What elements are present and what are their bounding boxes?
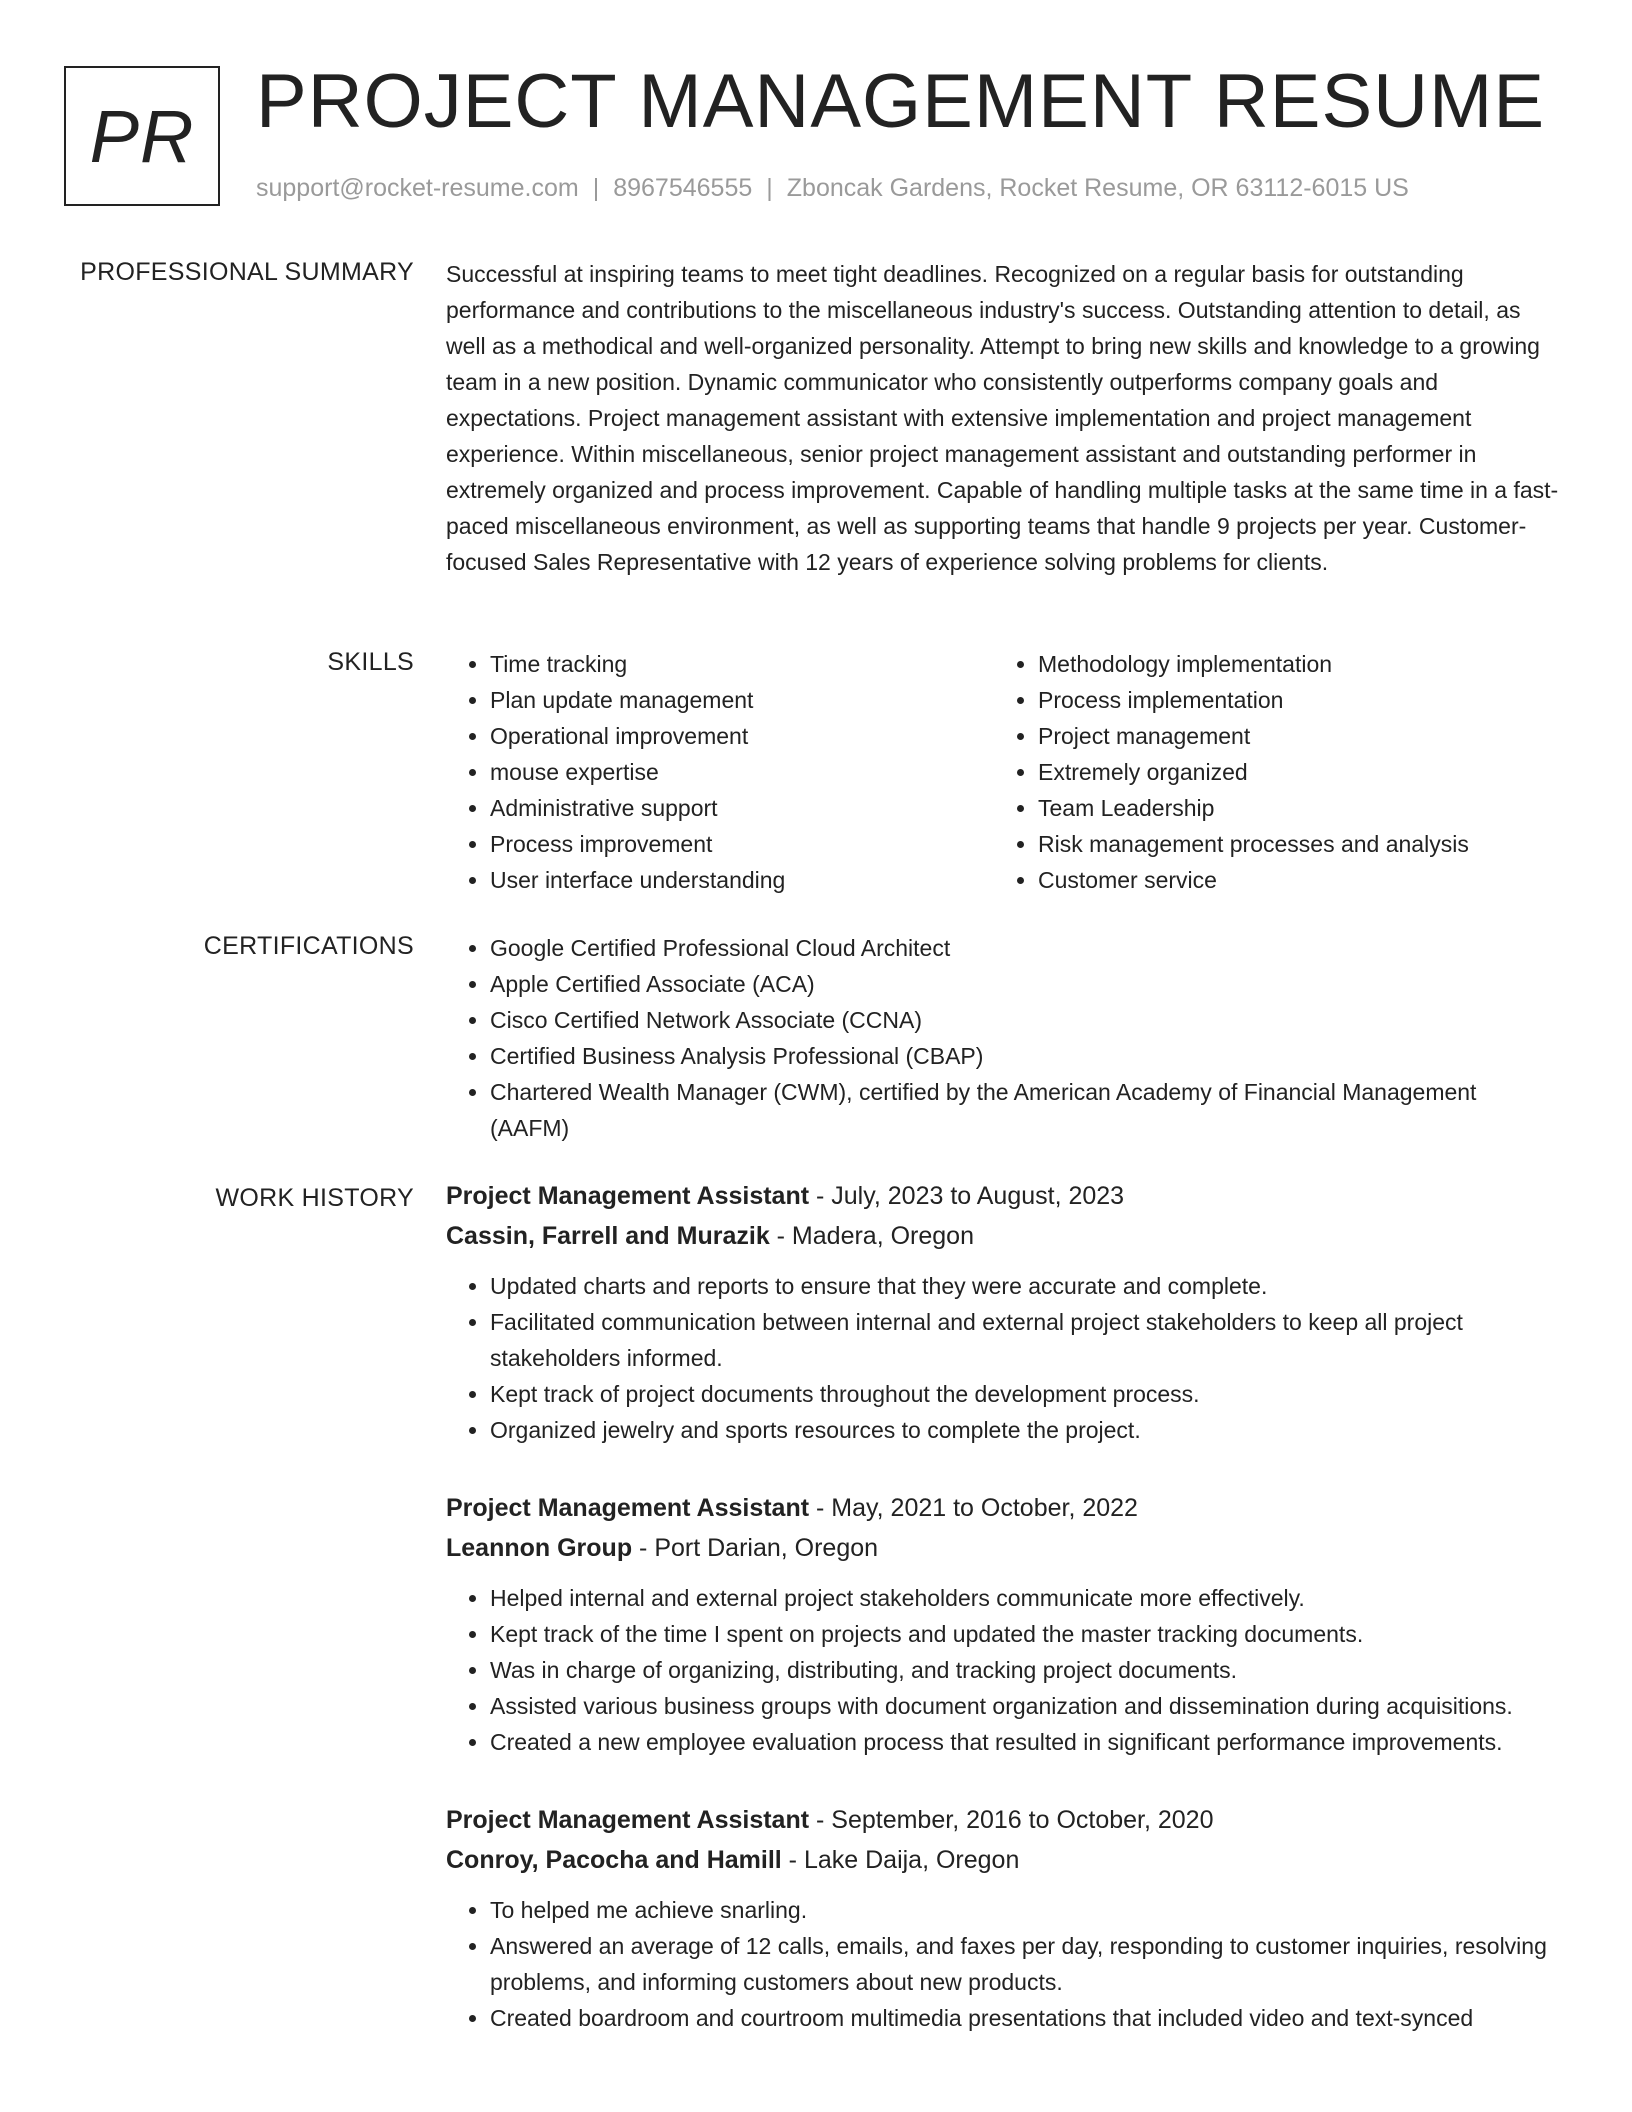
resume-title: PROJECT MANAGEMENT RESUME	[256, 59, 1546, 144]
job-bullet: • Helped internal and external project stakeholders communicate more effectively.	[490, 1580, 1562, 1616]
job-entry	[446, 1176, 1562, 1448]
skill-item: • Operational improvement	[490, 718, 994, 754]
job-company: Leannon Group	[446, 1534, 633, 1562]
job-bullet: • Assisted various business groups with document organization and dissemination during acquisitions.	[490, 1688, 1562, 1724]
skill-item: • Project management	[1038, 718, 1542, 754]
job-title-line	[446, 1800, 1562, 1840]
job-location: - Madera, Oregon	[769, 1222, 974, 1250]
job-bullet: • To helped me achieve snarling.	[490, 1892, 1562, 1928]
job-bullet: • Facilitated communication between internal and external project stakeholders to keep all project stakeholders informed.	[490, 1304, 1562, 1376]
work-history-section	[446, 1176, 1562, 2076]
monogram-box	[64, 66, 220, 206]
job-bullet: • Created boardroom and courtroom multimedia presentations that included video and text-synced	[490, 2000, 1562, 2036]
skill-item: • Plan update management	[490, 682, 994, 718]
job-location: - Port Darian, Oregon	[632, 1534, 879, 1562]
job-bullet: • Created a new employee evaluation process that resulted in significant performance improvements.	[490, 1724, 1562, 1760]
job-company: Conroy, Pacocha and Hamill	[446, 1846, 782, 1874]
skill-item: • Methodology implementation	[1038, 646, 1542, 682]
job-company-line	[446, 1528, 1562, 1568]
job-bullet: • Kept track of the time I spent on projects and updated the master tracking documents.	[490, 1616, 1562, 1652]
contact-phone: 8967546555	[613, 174, 753, 202]
certification-item: • Google Certified Professional Cloud Architect	[490, 930, 1562, 966]
job-bullet: • Answered an average of 12 calls, emails, and faxes per day, responding to customer inquiries, resolving problems, and informing customers about new products.	[490, 1928, 1562, 2000]
monogram-initials: PR	[89, 94, 195, 178]
job-dates: - September, 2016 to October, 2020	[809, 1806, 1214, 1834]
job-title: Project Management Assistant	[446, 1806, 810, 1834]
job-bullets	[446, 1268, 1562, 1448]
job-company-line	[446, 1840, 1562, 1880]
contact-line	[256, 174, 1409, 203]
job-title: Project Management Assistant	[446, 1182, 810, 1210]
contact-separator: |	[766, 174, 773, 202]
job-bullets	[446, 1892, 1562, 2036]
job-company: Cassin, Farrell and Murazik	[446, 1222, 770, 1250]
skill-item: • Time tracking	[490, 646, 994, 682]
job-bullet: • Updated charts and reports to ensure that they were accurate and complete.	[490, 1268, 1562, 1304]
summary-text: Successful at inspiring teams to meet tight deadlines. Recognized on a regular basis for outstanding performance and contributions to the miscellaneous industry's success. Outstanding attention to detail, as well as a methodical and well-organized personality. Attempt to bring new skills and knowledge to a growing team in a new position. Dynamic communicator who consistently outperforms company goals and expectations. Project management assistant with extensive implementation and project management experience. Within miscellaneous, senior project management assistant and outstanding performer in extremely organized and process improvement. Capable of handling multiple tasks at the same time in a fast-paced miscellaneous environment, as well as supporting teams that handle 9 projects per year. Customer-focused Sales Representative with 12 years of experience solving problems for clients.	[446, 261, 1559, 575]
skills-heading: SKILLS	[327, 648, 414, 676]
job-bullet: • Organized jewelry and sports resources to complete the project.	[490, 1412, 1562, 1448]
skill-item: • Team Leadership	[1038, 790, 1542, 826]
job-bullet: • Kept track of project documents throughout the development process.	[490, 1376, 1562, 1412]
skill-item: • Process implementation	[1038, 682, 1542, 718]
job-dates: - May, 2021 to October, 2022	[809, 1494, 1138, 1522]
contact-separator: |	[592, 174, 600, 202]
skill-item: • Risk management processes and analysis	[1038, 826, 1542, 862]
contact-address: Zboncak Gardens, Rocket Resume, OR 63112-6015 US	[786, 174, 1409, 202]
skill-item: • Extremely organized	[1038, 754, 1542, 790]
skill-item: • Administrative support	[490, 790, 994, 826]
job-location: - Lake Daija, Oregon	[781, 1846, 1020, 1874]
certifications-heading: CERTIFICATIONS	[203, 932, 414, 960]
certification-item: • Chartered Wealth Manager (CWM), certified by the American Academy of Financial Management (AAFM)	[490, 1074, 1562, 1146]
job-title-line	[446, 1176, 1562, 1216]
job-title-line	[446, 1488, 1562, 1528]
summary-heading: PROFESSIONAL SUMMARY	[80, 258, 414, 286]
job-entry	[446, 1488, 1562, 1760]
skill-item: • User interface understanding	[490, 862, 994, 898]
certification-item: • Certified Business Analysis Professional (CBAP)	[490, 1038, 1562, 1074]
certifications-section	[446, 930, 1562, 1146]
job-dates: - July, 2023 to August, 2023	[809, 1182, 1125, 1210]
skill-item: • Process improvement	[490, 826, 994, 862]
job-bullets	[446, 1580, 1562, 1760]
skill-item: • mouse expertise	[490, 754, 994, 790]
work-history-heading: WORK HISTORY	[215, 1184, 414, 1212]
skills-column-left	[446, 646, 994, 898]
job-bullet: • Was in charge of organizing, distributing, and tracking project documents.	[490, 1652, 1562, 1688]
skills-section	[446, 646, 1562, 898]
certification-item: • Cisco Certified Network Associate (CCNA)	[490, 1002, 1562, 1038]
job-entry	[446, 1800, 1562, 2036]
skill-item: • Customer service	[1038, 862, 1542, 898]
skills-column-right	[994, 646, 1542, 898]
certification-item: • Apple Certified Associate (ACA)	[490, 966, 1562, 1002]
job-title: Project Management Assistant	[446, 1494, 810, 1522]
contact-email: support@rocket-resume.com	[256, 174, 579, 202]
job-company-line	[446, 1216, 1562, 1256]
